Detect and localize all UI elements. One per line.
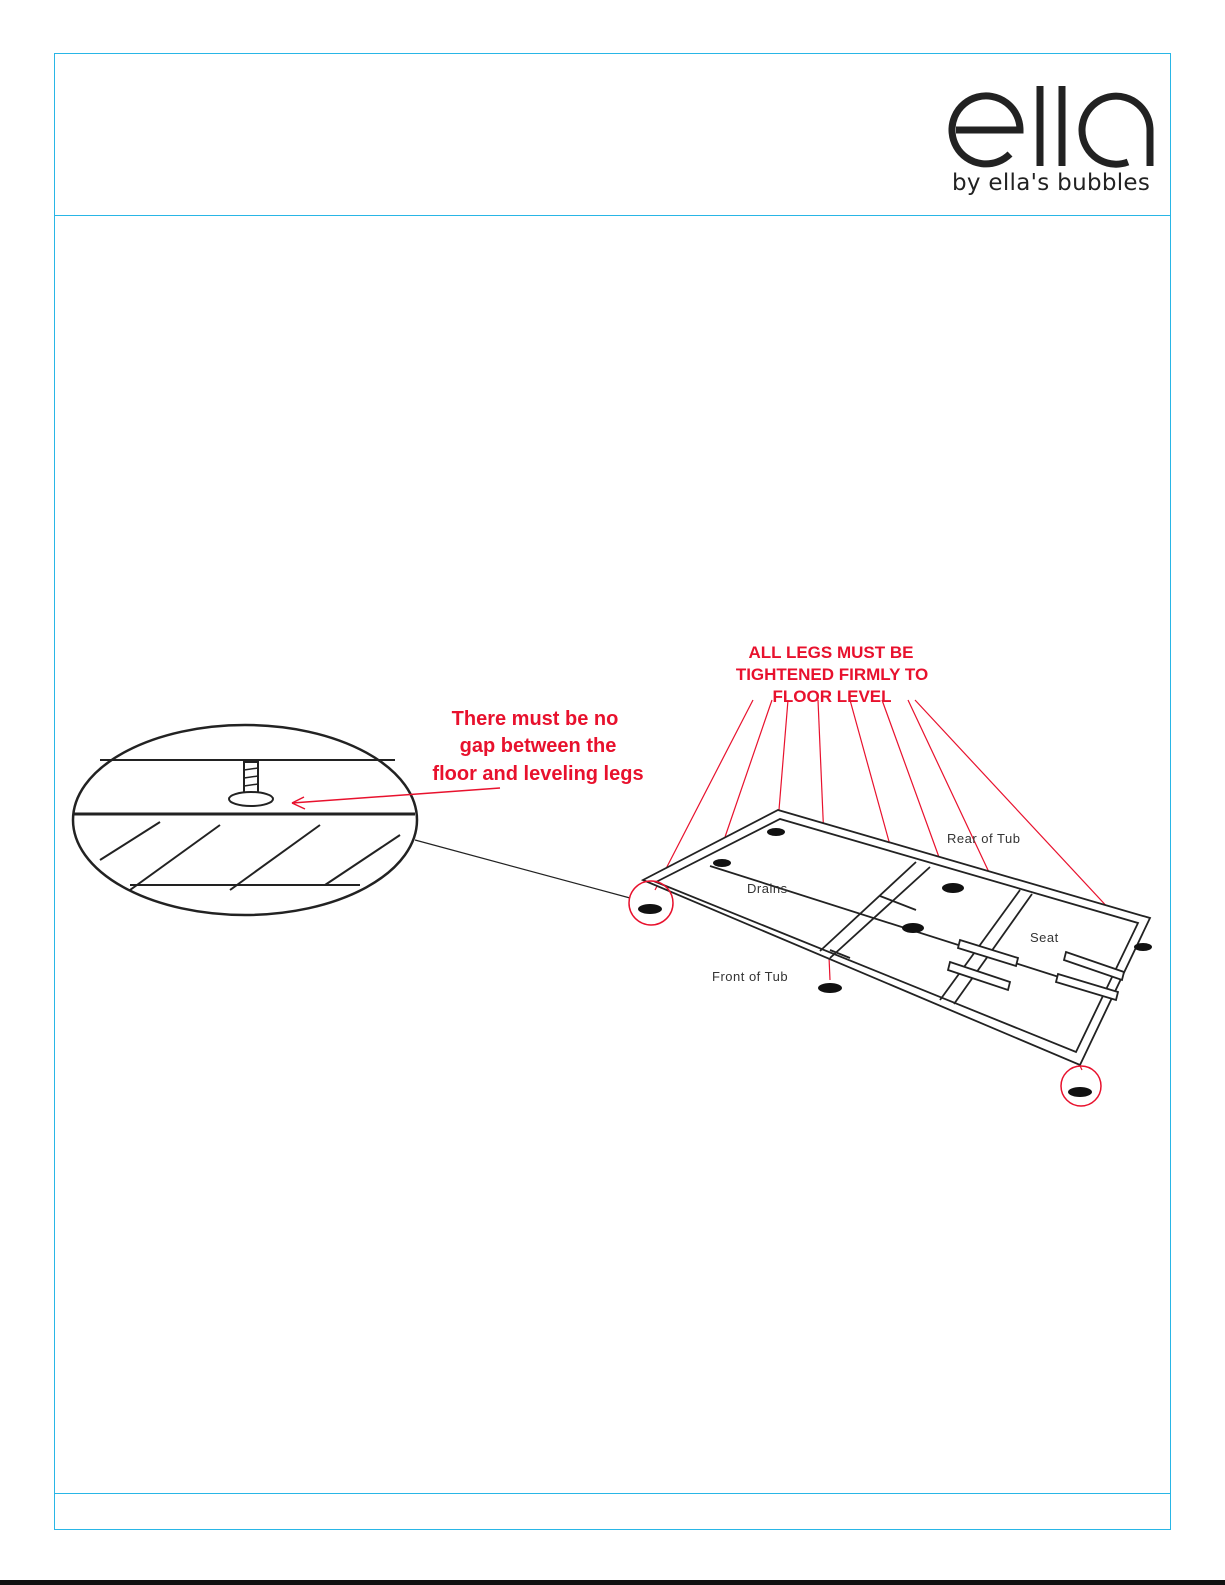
label-seat: Seat	[1030, 930, 1059, 945]
label-rear-of-tub: Rear of Tub	[947, 831, 1021, 846]
gap-callout-line-1: There must be no	[451, 708, 619, 730]
inset-connector	[415, 840, 630, 898]
label-front-of-tub: Front of Tub	[712, 969, 789, 984]
legs-callout-line-1: ALL LEGS MUST BE	[748, 643, 914, 662]
legs-callout-line-2: TIGHTENED FIRMLY TO	[735, 665, 929, 684]
front-left-leg-highlight	[629, 881, 673, 925]
zoom-inset	[73, 725, 417, 915]
gap-callout-line-3: floor and leveling legs	[432, 763, 644, 785]
front-right-leg-highlight	[1061, 1066, 1101, 1106]
page-bottom-edge	[0, 1580, 1225, 1585]
gap-callout-line-2: gap between the	[459, 735, 617, 757]
tub-frame	[643, 810, 1150, 1065]
legs-callout-line-3: FLOOR LEVEL	[772, 687, 892, 706]
footer-divider	[54, 1493, 1171, 1494]
header-divider	[54, 215, 1171, 216]
leveling-legs-diagram	[60, 600, 1170, 1120]
label-drains: Drains	[747, 881, 788, 896]
brand-tagline: by ella's bubbles	[952, 170, 1151, 196]
brand-logo	[930, 70, 1165, 200]
ella-logo-mark	[948, 80, 1158, 170]
